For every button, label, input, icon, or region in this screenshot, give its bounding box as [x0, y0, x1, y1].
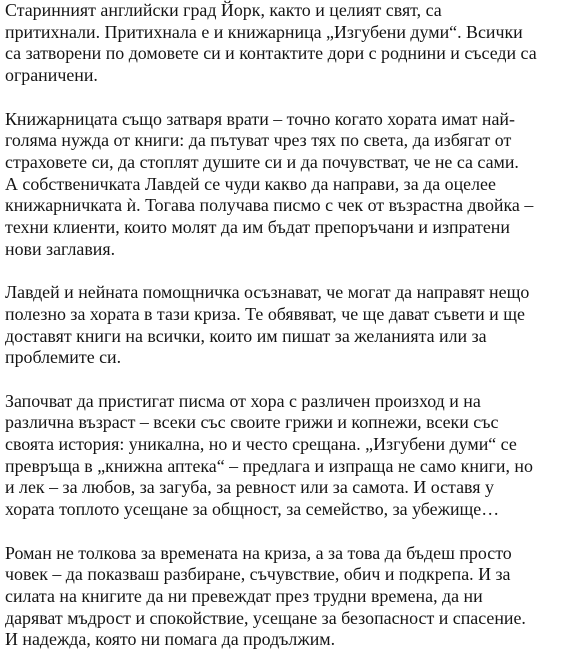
text-line: И надежда, която ни помага да продължим. — [5, 629, 336, 650]
text-line: книжарничката ѝ. Тогава получава писмо с чек от възрастна двойка – — [5, 195, 534, 216]
text-line: Роман не толкова за времената на криза, а за това да бъдеш просто — [5, 542, 512, 563]
text-line: човек – да показваш разбиране, съчувствие, обич и подкрепа. И за — [5, 564, 511, 585]
text-line: своята история: уникална, но и често срещана. „Изгубени думи“ се — [5, 434, 517, 455]
text-line: доставят книги на всички, които им пишат за желанията или за — [5, 325, 487, 346]
text-line: ограничени. — [5, 65, 98, 86]
text-line: А собственичката Лавдей се чуди какво да направи, за да оцелее — [5, 173, 496, 194]
text-line: силата на книгите да ни превеждат през трудни времена, да ни — [5, 585, 483, 606]
text-line: голяма нужда от книги: да пътуват чрез тях по света, да избягат от — [5, 130, 512, 151]
text-line: хората топлото усещане за общност, за семейство, за убежище… — [5, 499, 500, 520]
text-line: страховете си, да стоплят душите си и да почувстват, че не са сами. — [5, 151, 519, 172]
paragraph-3 — [5, 282, 577, 369]
text-line: техни клиенти, които молят да им бъдат препоръчани и изпратени — [5, 217, 510, 238]
text-line: притихнали. Притихнала е и книжарница „Изгубени думи“. Всички — [5, 21, 523, 42]
text-line: Започват да пристигат писма от хора с различен произход и на — [5, 390, 481, 411]
text-line: Книжарницата също затваря врати – точно когато хората имат най- — [5, 108, 515, 129]
text-line: различна възраст – всеки със своите грижи и копнежи, всеки със — [5, 412, 499, 433]
text-line: са затворени по домовете си и контактите дори с роднини и съседи са — [5, 43, 537, 64]
text-line: Старинният английски град Йорк, както и целият свят, са — [5, 0, 442, 20]
paragraph-1 — [5, 0, 577, 87]
text-line: даряват мъдрост и спокойствие, усещане за безопасност и спасение. — [5, 607, 526, 628]
text-line: Лавдей и нейната помощничка осъзнават, че могат да направят нещо — [5, 282, 530, 303]
text-line: нови заглавия. — [5, 238, 116, 259]
text-line: превръща в „книжна аптека“ – предлага и изпраща не само книги, но — [5, 455, 533, 476]
text-line: и лек – за любов, за загуба, за ревност или за самота. И оставя у — [5, 477, 494, 498]
text-line: полезно за хората в тази криза. Те обявяват, че ще дават съвети и ще — [5, 303, 525, 324]
paragraph-5 — [5, 543, 577, 651]
paragraph-2 — [5, 109, 577, 261]
text-line: проблемите си. — [5, 347, 122, 368]
paragraph-4 — [5, 391, 577, 521]
document-body — [5, 0, 577, 651]
